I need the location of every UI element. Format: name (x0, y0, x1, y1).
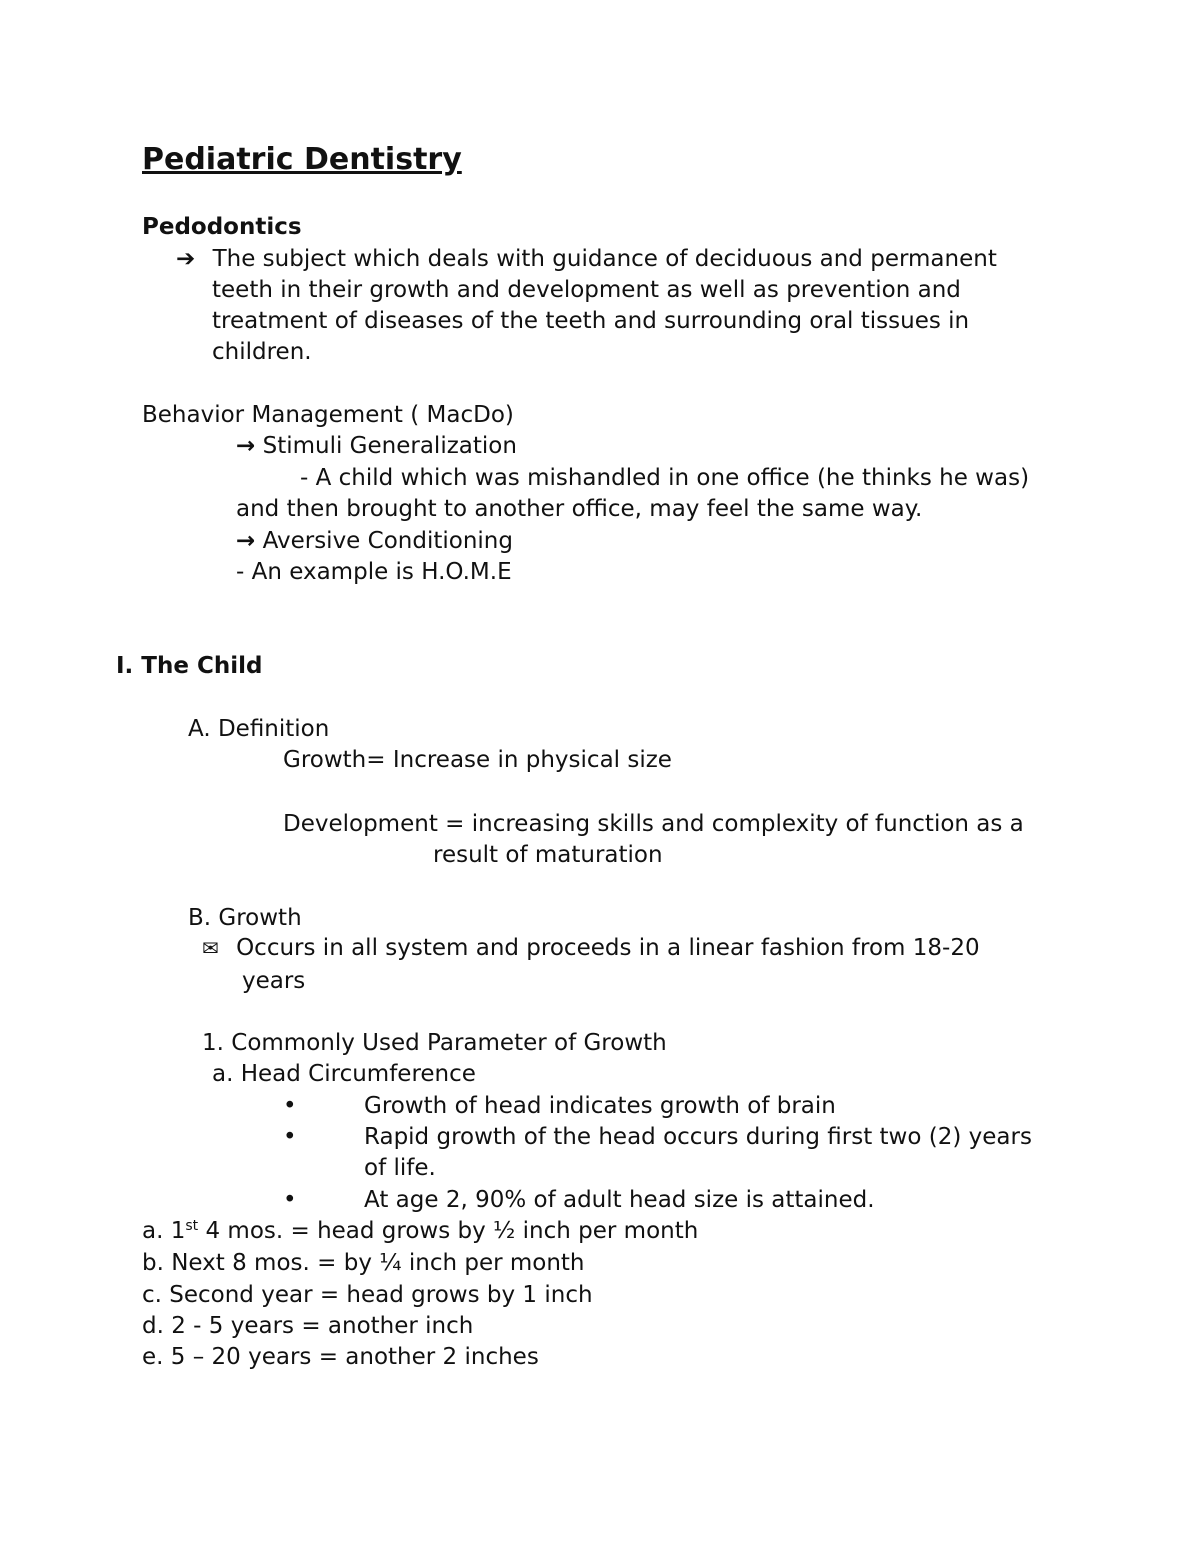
head-fact-1: Growth of head indicates growth of brain (364, 1093, 836, 1119)
rate-item-c: c. Second year = head grows by 1 inch (142, 1282, 593, 1308)
arrow-right-icon: ➔ (176, 246, 196, 272)
section-heading-the-child: I. The Child (116, 653, 263, 679)
stimuli-description-line-2: and then brought to another office, may feel the same way. (236, 496, 923, 522)
growth-note-line-2: years (242, 968, 306, 994)
stimuli-generalization-item: → Stimuli Generalization (236, 431, 517, 462)
development-definition-line-2: result of maturation (433, 842, 663, 868)
pedodontics-definition-line-3: treatment of diseases of the teeth and surrounding oral tissues in (212, 308, 970, 334)
head-fact-3: At age 2, 90% of adult head size is attained. (364, 1187, 875, 1213)
arrow-right-icon: → (236, 433, 256, 459)
rate-item-b: b. Next 8 mos. = by ¼ inch per month (142, 1250, 585, 1276)
bullet-dot-icon: • (283, 1124, 297, 1150)
pedodontics-definition-line-2: teeth in their growth and development as well as prevention and (212, 277, 961, 303)
bullet-dot-icon: • (283, 1187, 297, 1213)
growth-heading: B. Growth (188, 905, 302, 931)
parameter-heading: 1. Commonly Used Parameter of Growth (202, 1030, 667, 1056)
pedodontics-definition-line-4: children. (212, 339, 312, 365)
growth-note-line-1: ✉ Occurs in all system and proceeds in a linear fashion from 18-20 (202, 933, 980, 964)
page-title: Pediatric Dentistry (142, 142, 462, 177)
head-fact-2-line-1: Rapid growth of the head occurs during first two (2) years (364, 1124, 1032, 1150)
rate-item-a: a. 1st 4 mos. = head grows by ½ inch per month (142, 1218, 699, 1244)
stimuli-description-line-1: - A child which was mishandled in one office (he thinks he was) (300, 465, 1030, 491)
bullet-dot-icon: • (283, 1093, 297, 1119)
development-definition-line-1: Development = increasing skills and complexity of function as a (283, 811, 1024, 837)
behavior-heading: Behavior Management ( MacDo) (142, 402, 514, 428)
pedodontics-definition-line-1: ➔ The subject which deals with guidance of deciduous and permanent (176, 244, 997, 275)
pedodontics-heading: Pedodontics (142, 214, 302, 240)
envelope-icon: ✉ (202, 936, 219, 960)
rate-item-d: d. 2 - 5 years = another inch (142, 1313, 474, 1339)
growth-definition: Growth= Increase in physical size (283, 747, 672, 773)
arrow-right-icon: → (236, 528, 256, 554)
aversive-description: - An example is H.O.M.E (236, 559, 512, 585)
rate-item-e: e. 5 – 20 years = another 2 inches (142, 1344, 539, 1370)
definition-heading: A. Definition (188, 716, 330, 742)
head-circumference-heading: a. Head Circumference (212, 1061, 476, 1087)
aversive-conditioning-item: → Aversive Conditioning (236, 526, 513, 557)
head-fact-2-line-2: of life. (364, 1155, 436, 1181)
